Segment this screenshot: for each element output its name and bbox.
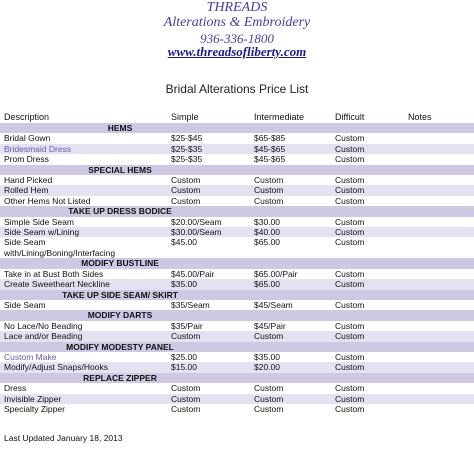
section-label: MODIFY DARTS [87,310,153,321]
column-header-simple: Simple [171,112,199,122]
section-label: SPECIAL HEMS [88,164,152,175]
column-header-notes: Notes [408,112,432,122]
simple-price-cell: $25-$35 [171,143,203,154]
description-cell [4,237,115,258]
simple-price-cell: $20.00/Seam [171,216,222,227]
column-header-difficult: Difficult [335,112,365,122]
table-row [0,133,474,143]
simple-price-cell: $25-$45 [171,133,203,144]
table-row [0,217,474,227]
difficult-price-cell: Custom [335,175,365,186]
column-header-description: Description [4,112,50,122]
table-row [0,175,474,185]
intermediate-price-cell: $45/Pair [254,320,286,331]
description-cell: Lace and/or Beading [4,331,83,342]
intermediate-price-cell: $30.00 [254,216,280,227]
section-header [0,342,474,352]
business-phone: 936-336-1800 [200,31,274,46]
section-label: MODIFY BUSTLINE [81,258,159,269]
description-cell: Other Hems Not Listed [4,195,91,206]
table-row [0,404,474,414]
description-cell: Invisible Zipper [4,393,62,404]
table-row [0,362,474,372]
difficult-price-cell: Custom [335,133,365,144]
simple-price-cell: $35.00 [171,279,197,290]
table-row [0,383,474,393]
simple-price-cell: Custom [171,331,201,342]
price-table [0,123,474,414]
intermediate-price-cell: $65.00 [254,237,280,248]
description-cell: Create Sweetheart Neckline [4,279,110,290]
simple-price-cell: $15.00 [171,362,197,373]
difficult-price-cell: Custom [335,331,365,342]
description-cell: Side Seam w/Lining [4,227,80,238]
section-header [0,165,474,175]
description-cell: No Lace/No Beading [4,320,83,331]
section-header [0,258,474,268]
section-header [0,310,474,320]
table-row [0,300,474,310]
section-label: TAKE UP DRESS BODICE [68,206,172,217]
intermediate-price-cell: $65.00/Pair [254,268,298,279]
intermediate-price-cell: $20.00 [254,362,280,373]
intermediate-price-cell: $40.00 [254,227,280,238]
section-header [0,123,474,133]
description-cell: Rolled Hem [4,185,49,196]
intermediate-price-cell: $65.00 [254,279,280,290]
intermediate-price-cell: Custom [254,383,284,394]
simple-price-cell: Custom [171,393,201,404]
simple-price-cell: $35/Seam [171,299,210,310]
intermediate-price-cell: $65-$85 [254,133,286,144]
simple-price-cell: $25.00 [171,351,197,362]
table-row [0,331,474,341]
description-cell: Take in at Bust Both Sides [4,268,104,279]
difficult-price-cell: Custom [335,227,365,238]
difficult-price-cell: Custom [335,383,365,394]
simple-price-cell: Custom [171,195,201,206]
table-row [0,237,474,258]
intermediate-price-cell: $35.00 [254,351,280,362]
difficult-price-cell: Custom [335,154,365,165]
difficult-price-cell: Custom [335,185,365,196]
difficult-price-cell: Custom [335,320,365,331]
description-cell: Custom Make [4,351,57,362]
simple-price-cell: Custom [171,383,201,394]
description-cell: Modify/Adjust Snaps/Hooks [4,362,108,373]
table-row [0,269,474,279]
difficult-price-cell: Custom [335,237,365,248]
intermediate-price-cell: Custom [254,175,284,186]
intermediate-price-cell: Custom [254,331,284,342]
table-row [0,154,474,164]
description-cell: Specialty Zipper [4,403,65,414]
simple-price-cell: $45.00/Pair [171,268,215,279]
table-row [0,321,474,331]
table-row [0,185,474,195]
intermediate-price-cell: $45/Seam [254,299,293,310]
simple-price-cell: $30.00/Seam [171,227,222,238]
description-cell: Dress [4,383,27,394]
description-line: with/Lining/Boning/Interfacing [4,247,116,258]
difficult-price-cell: Custom [335,216,365,227]
section-label: HEMS [107,123,133,133]
simple-price-cell: $35/Pair [171,320,203,331]
section-label: TAKE UP SIDE SEAM/ SKIRT [62,289,178,300]
description-cell: Bridesmaid Dress [4,143,72,154]
difficult-price-cell: Custom [335,403,365,414]
difficult-price-cell: Custom [335,279,365,290]
difficult-price-cell: Custom [335,195,365,206]
section-header [0,290,474,300]
difficult-price-cell: Custom [335,393,365,404]
simple-price-cell: $25-$35 [171,154,203,165]
intermediate-price-cell: Custom [254,185,284,196]
simple-price-cell: Custom [171,175,201,186]
last-updated: Last Updated January 18, 2013 [4,433,123,443]
simple-price-cell: Custom [171,185,201,196]
description-cell: Hand Picked [4,175,53,186]
difficult-price-cell: Custom [335,299,365,310]
section-header [0,206,474,216]
description-cell: Prom Dress [4,154,49,165]
intermediate-price-cell: $45-$65 [254,154,286,165]
simple-price-cell: Custom [171,403,201,414]
page-title: Bridal Alterations Price List [165,82,309,96]
description-cell: Simple Side Seam [4,216,74,227]
table-row [0,196,474,206]
table-row [0,144,474,154]
section-label: REPLACE ZIPPER [83,372,157,383]
website-link[interactable]: www.threadsofliberty.com [167,44,307,59]
business-name: THREADS [206,0,268,15]
difficult-price-cell: Custom [335,143,365,154]
section-label: MODIFY MODESTY PANEL [66,341,174,352]
business-tagline: Alterations & Embroidery [163,15,311,30]
table-row [0,227,474,237]
intermediate-price-cell: Custom [254,195,284,206]
description-line: Side Seam [4,237,46,248]
column-header-intermediate: Intermediate [254,112,305,122]
description-cell: Side Seam [4,299,46,310]
intermediate-price-cell: Custom [254,403,284,414]
difficult-price-cell: Custom [335,351,365,362]
table-row [0,279,474,289]
intermediate-price-cell: $45-$65 [254,143,286,154]
intermediate-price-cell: Custom [254,393,284,404]
table-row [0,352,474,362]
difficult-price-cell: Custom [335,362,365,373]
difficult-price-cell: Custom [335,268,365,279]
section-header [0,373,474,383]
simple-price-cell: $45.00 [171,237,197,248]
table-row [0,394,474,404]
description-cell: Bridal Gown [4,133,51,144]
